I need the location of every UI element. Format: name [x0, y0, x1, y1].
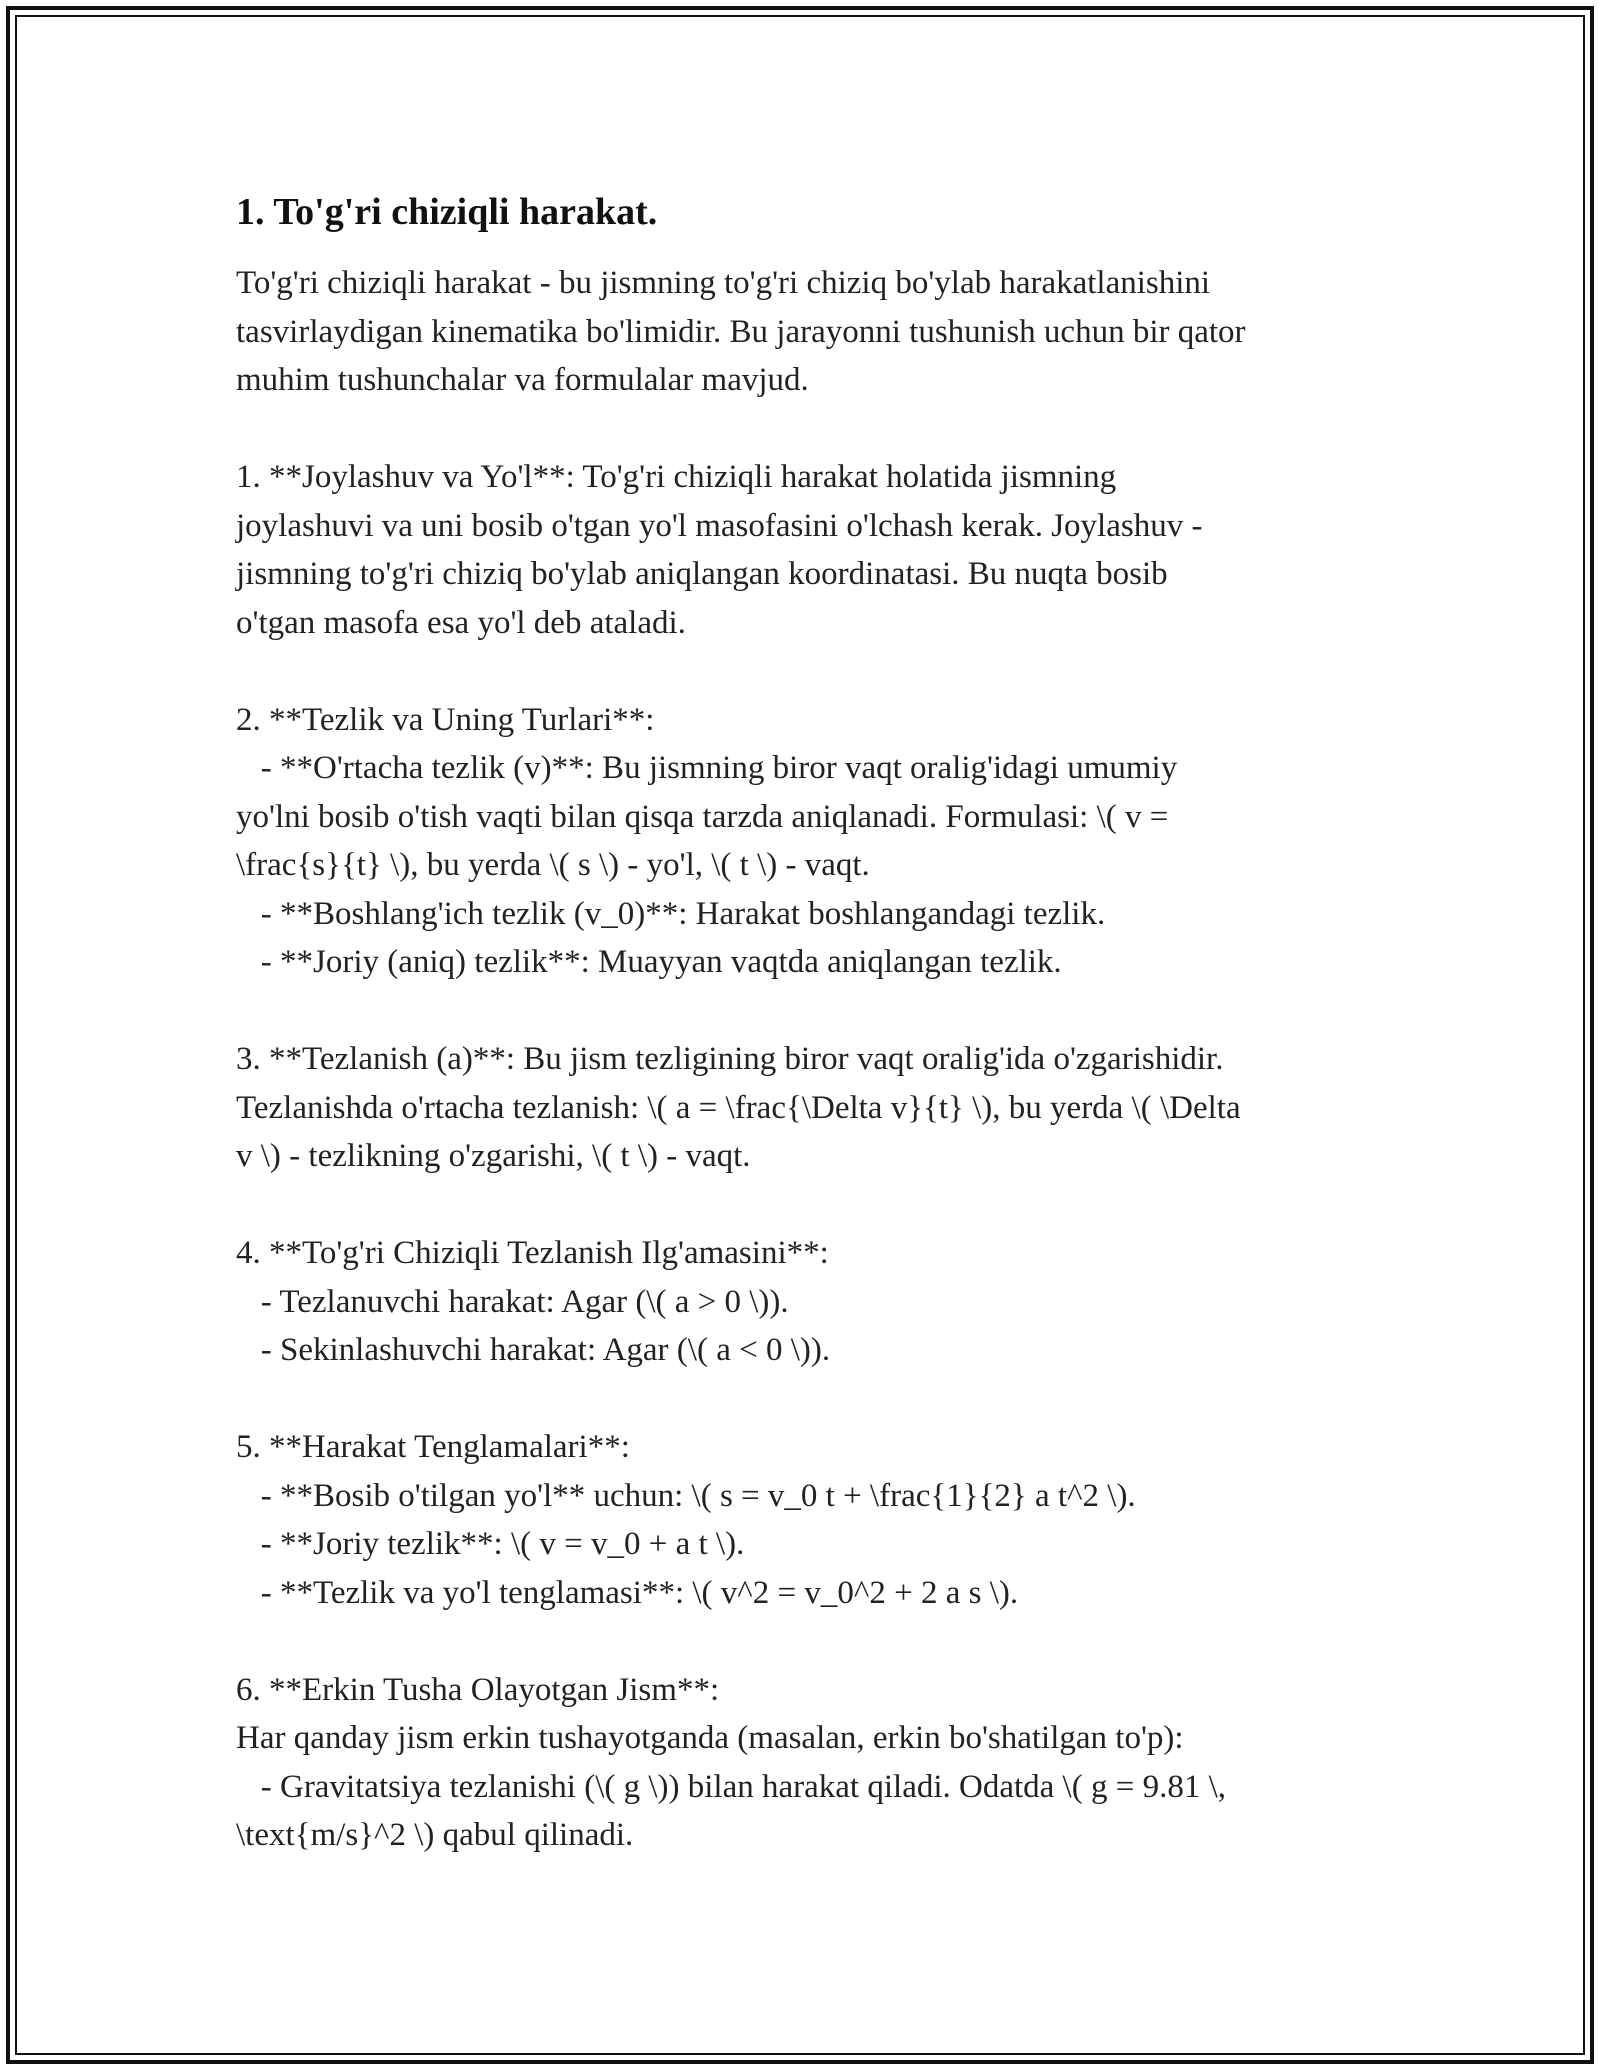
document-body: To'g'ri chiziqli harakat - bu jismning to'g'ri chiziq bo'ylab harakatlanishini tasvirlaydigan kinematika bo'limidir. Bu jarayonni tushunish uchun bir qator muhim tushunchalar va formulalar mavjud. 1. **Joylashuv va Yo'l**: To'g'ri chiziqli harakat holatida jismning joylashuvi va uni bosib o'tgan yo'l masofasini o'lchash kerak. Joylashuv - jismning to'g'ri chiziq bo'ylab aniqlangan koordinatasi. Bu nuqta bosib o'tgan masofa esa yo'l deb ataladi. 2. **Tezlik va Uning Turlari**: - **O'rtacha tezlik (v)**: Bu jismning biror vaqt oralig'idagi umumiy yo'lni bosib o'tish vaqti bilan qisqa tarzda aniqlanadi. Formulasi: \( v = \frac{s}{t} \), bu yerda \( s \) - yo'l, \( t \) - vaqt. - **Boshlang'ich tezlik (v_0)**: Harakat boshlangandagi tezlik. - **Joriy (aniq) tezlik**: Muayyan vaqtda aniqlangan tezlik. 3. **Tezlanish (a)**: Bu jism tezligining biror vaqt oralig'ida o'zgarishidir. Tezlanishda o'rtacha tezlanish: \( a = \frac{\Delta v}{t} \), bu yerda \( \Delta v \) - tezlikning o'zgarishi, \( t \) - vaqt. 4. **To'g'ri Chiziqli Tezlanish Ilg'amasini**: - Tezlanuvchi harakat: Agar (\( a > 0 \)). - Sekinlashuvchi harakat: Agar (\( a < 0 \)). 5. **Harakat Tenglamalari**: - **Bosib o'tilgan yo'l** uchun: \( s = v_0 t + \frac{1}{2} a t^2 \). - **Joriy tezlik**: \( v = v_0 + a t \). - **Tezlik va yo'l tenglamasi**: \( v^2 = v_0^2 + 2 a s \). 6. **Erkin Tusha Olayotgan Jism**: Har qanday jism erkin tushayotganda (masalan, erkin bo'shatilgan to'p): - Gravitatsiya tezlanishi (\( g \)) bilan harakat qiladi. Odatda \( g = 9.81 \, \text{m/s}^2 \) qabul qilinadi. [236, 265, 1246, 1853]
document-content [236, 188, 1386, 1860]
document-title: 1. To'g'ri chiziqli harakat. [236, 191, 658, 233]
